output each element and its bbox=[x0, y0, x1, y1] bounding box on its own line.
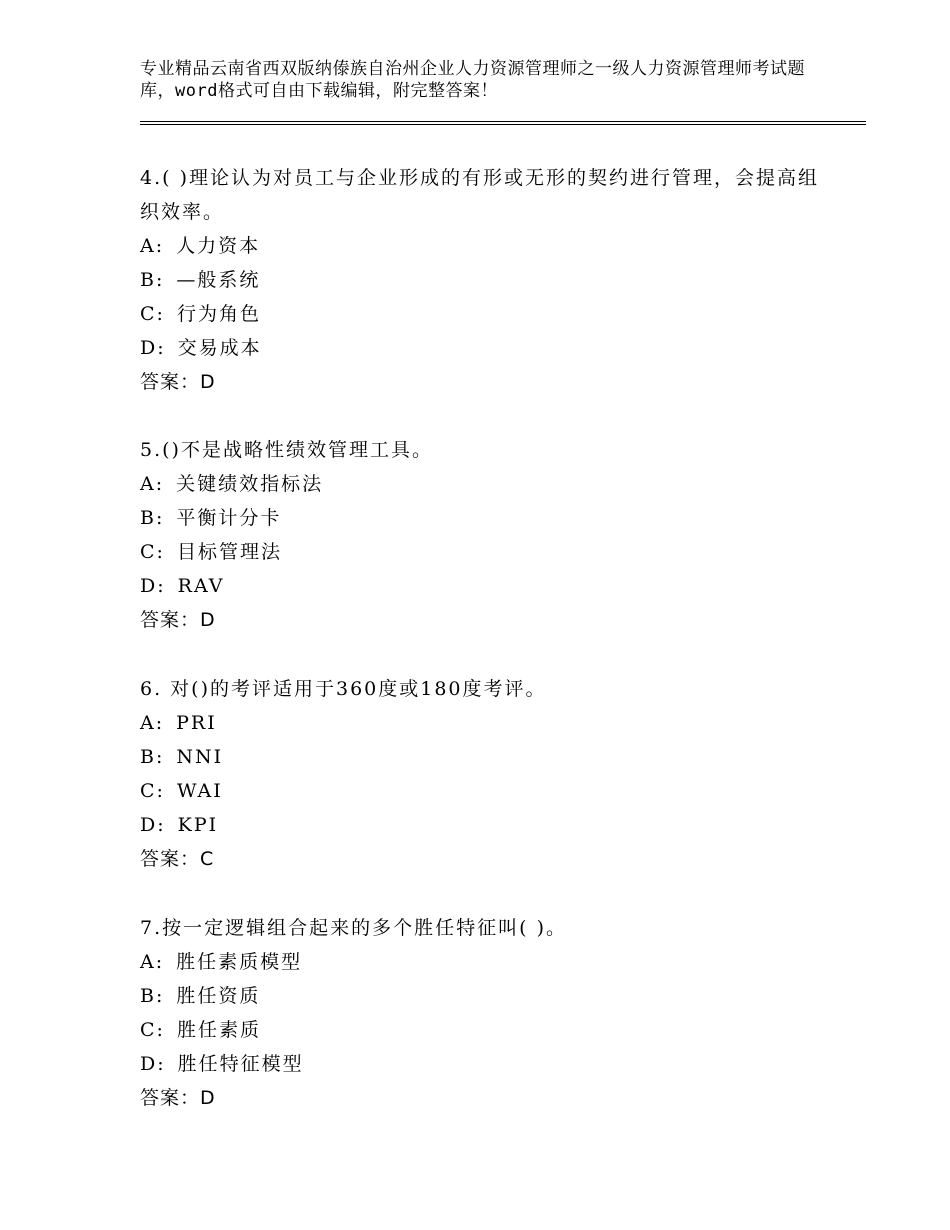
option-a bbox=[140, 229, 820, 263]
answer-line: 答案：D bbox=[140, 1087, 216, 1109]
option-key: A: bbox=[140, 473, 165, 495]
option-key: A: bbox=[140, 951, 165, 973]
option-key: A: bbox=[140, 235, 165, 257]
option-c bbox=[140, 535, 820, 569]
question-stem: 6. 对()的考评适用于360度或180度考评。 bbox=[140, 678, 547, 700]
header-divider-bottom bbox=[140, 124, 866, 125]
option-text: 人力资本 bbox=[176, 235, 261, 257]
option-d bbox=[140, 1047, 820, 1081]
header-divider-top bbox=[140, 121, 866, 122]
answer-line: 答案：C bbox=[140, 848, 215, 870]
option-text: RAV bbox=[177, 575, 225, 597]
option-text: 行为角色 bbox=[176, 303, 261, 325]
option-key: D: bbox=[140, 575, 166, 597]
option-c bbox=[140, 1013, 820, 1047]
question-5 bbox=[140, 433, 820, 637]
answer-line: 答案：D bbox=[140, 609, 216, 631]
option-key: B: bbox=[140, 507, 165, 529]
option-key: B: bbox=[140, 269, 165, 291]
option-a bbox=[140, 467, 820, 501]
option-text: PRI bbox=[176, 712, 217, 734]
option-key: C: bbox=[140, 780, 165, 802]
option-text: 胜任特征模型 bbox=[177, 1053, 304, 1075]
option-key: C: bbox=[140, 303, 165, 325]
option-key: A: bbox=[140, 712, 165, 734]
option-d bbox=[140, 808, 820, 842]
option-key: D: bbox=[140, 814, 166, 836]
question-6 bbox=[140, 672, 820, 876]
option-text: 胜任资质 bbox=[176, 985, 261, 1007]
option-key: D: bbox=[140, 1053, 166, 1075]
answer-line: 答案：D bbox=[140, 371, 216, 393]
question-7 bbox=[140, 911, 820, 1115]
option-text: NNI bbox=[176, 746, 224, 768]
option-key: B: bbox=[140, 985, 165, 1007]
question-stem: 7.按一定逻辑组合起来的多个胜任特征叫( )。 bbox=[140, 917, 567, 939]
option-a bbox=[140, 945, 820, 979]
option-text: WAI bbox=[176, 780, 223, 802]
option-text: 平衡计分卡 bbox=[176, 507, 282, 529]
option-text: 交易成本 bbox=[177, 337, 262, 359]
option-b bbox=[140, 501, 820, 535]
option-b bbox=[140, 740, 820, 774]
option-d bbox=[140, 569, 820, 603]
option-text: 关键绩效指标法 bbox=[176, 473, 324, 495]
option-text: —般系统 bbox=[176, 269, 261, 291]
option-c bbox=[140, 774, 820, 808]
option-key: C: bbox=[140, 1019, 165, 1041]
question-stem: 4.( )理论认为对员工与企业形成的有形或无形的契约进行管理，会提高组织效率。 bbox=[140, 167, 819, 223]
option-b bbox=[140, 979, 820, 1013]
option-key: D: bbox=[140, 337, 166, 359]
option-c bbox=[140, 297, 820, 331]
question-4 bbox=[140, 161, 820, 399]
option-key: C: bbox=[140, 541, 165, 563]
option-text: 目标管理法 bbox=[176, 541, 282, 563]
option-b bbox=[140, 263, 820, 297]
option-a bbox=[140, 706, 820, 740]
option-key: B: bbox=[140, 746, 165, 768]
option-text: 胜任素质 bbox=[176, 1019, 261, 1041]
question-stem: 5.()不是战略性绩效管理工具。 bbox=[140, 439, 433, 461]
option-d bbox=[140, 331, 820, 365]
option-text: 胜任素质模型 bbox=[176, 951, 303, 973]
document-header-title: 专业精品云南省西双版纳傣族自治州企业人力资源管理师之一级人力资源管理师考试题库，word格式可自由下载编辑，附完整答案！ bbox=[140, 59, 805, 101]
option-text: KPI bbox=[177, 814, 219, 836]
